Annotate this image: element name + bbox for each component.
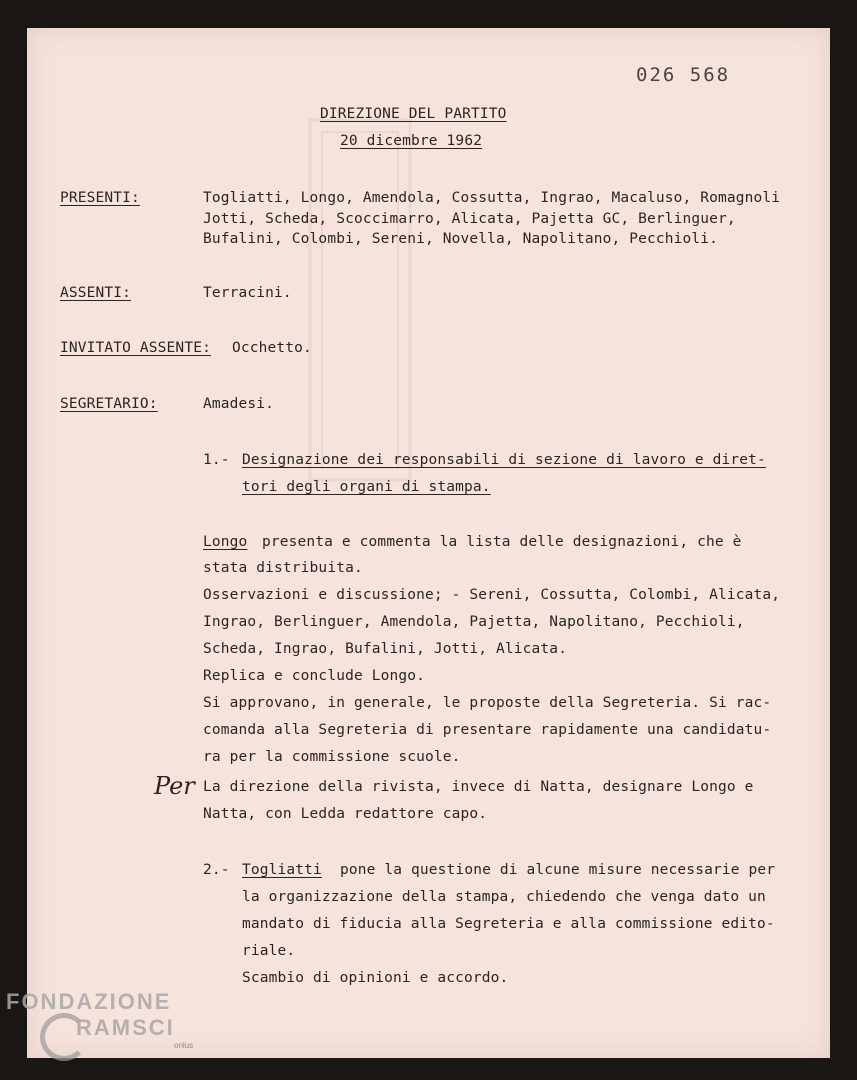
item1-title-line: Designazione dei responsabili di sezione di lavoro e diret- xyxy=(242,452,766,468)
item1-body-line: Scheda, Ingrao, Bufalini, Jotti, Alicata. xyxy=(203,641,568,657)
segretario-value: Amadesi. xyxy=(203,396,275,412)
document-number: 026 568 xyxy=(636,64,731,86)
presenti-label: PRESENTI: xyxy=(60,190,140,206)
item2-speaker: Togliatti xyxy=(242,862,322,878)
logo-line1: FONDAZIONE xyxy=(6,989,172,1014)
handwritten-note: Per xyxy=(154,772,195,800)
item1-body-line: Osservazioni e discussione; - Sereni, Cossutta, Colombi, Alicata, xyxy=(203,587,781,603)
logo-line2: RAMSCI xyxy=(76,1015,175,1040)
item1-body-line: comanda alla Segreteria di presentare rapidamente una candidatu- xyxy=(203,722,772,738)
fondazione-gramsci-logo xyxy=(0,985,220,1080)
assenti-value: Terracini. xyxy=(203,285,292,301)
presenti-line: Bufalini, Colombi, Sereni, Novella, Napolitano, Pecchioli. xyxy=(203,231,719,247)
presenti-line: Jotti, Scheda, Scoccimarro, Alicata, Pajetta GC, Berlinguer, xyxy=(203,211,736,227)
logo-suffix: onlus xyxy=(174,1041,194,1050)
item2-body-line: mandato di fiducia alla Segreteria e alla commissione edito- xyxy=(242,916,775,932)
item1-body-line: ra per la commissione scuole. xyxy=(203,749,461,765)
invitato-value: Occhetto. xyxy=(232,340,312,356)
document-date: 20 dicembre 1962 xyxy=(340,133,483,149)
item1-body-line: Natta, con Ledda redattore capo. xyxy=(203,806,488,822)
item2-body-line: riale. xyxy=(242,943,296,959)
item2-number: 2.- xyxy=(203,862,230,878)
assenti-label: ASSENTI: xyxy=(60,285,132,301)
segretario-label: SEGRETARIO: xyxy=(60,396,158,412)
item1-speaker-text: presenta e commenta la lista delle designazioni, che è xyxy=(262,534,742,550)
item2-body-line: la organizzazione della stampa, chiedendo che venga dato un xyxy=(242,889,766,905)
item1-title-line: tori degli organi di stampa. xyxy=(242,479,491,495)
item1-body-line: stata distribuita. xyxy=(203,560,363,576)
item1-body-line: La direzione della rivista, invece di Natta, designare Longo e xyxy=(203,779,754,795)
item1-body-line: Ingrao, Berlinguer, Amendola, Pajetta, Napolitano, Pecchioli, xyxy=(203,614,745,630)
document-title: DIREZIONE DEL PARTITO xyxy=(320,106,507,122)
presenti-line: Togliatti, Longo, Amendola, Cossutta, Ingrao, Macaluso, Romagnoli xyxy=(203,190,781,206)
item2-body-line: Scambio di opinioni e accordo. xyxy=(242,970,509,986)
item2-speaker-text: pone la questione di alcune misure necessarie per xyxy=(340,862,776,878)
item1-speaker: Longo xyxy=(203,534,248,550)
archive-stamp-watermark xyxy=(300,110,420,490)
item1-body-line: Si approvano, in generale, le proposte della Segreteria. Si rac- xyxy=(203,695,772,711)
item1-number: 1.- xyxy=(203,452,230,468)
invitato-label: INVITATO ASSENTE: xyxy=(60,340,211,356)
item1-body-line: Replica e conclude Longo. xyxy=(203,668,425,684)
